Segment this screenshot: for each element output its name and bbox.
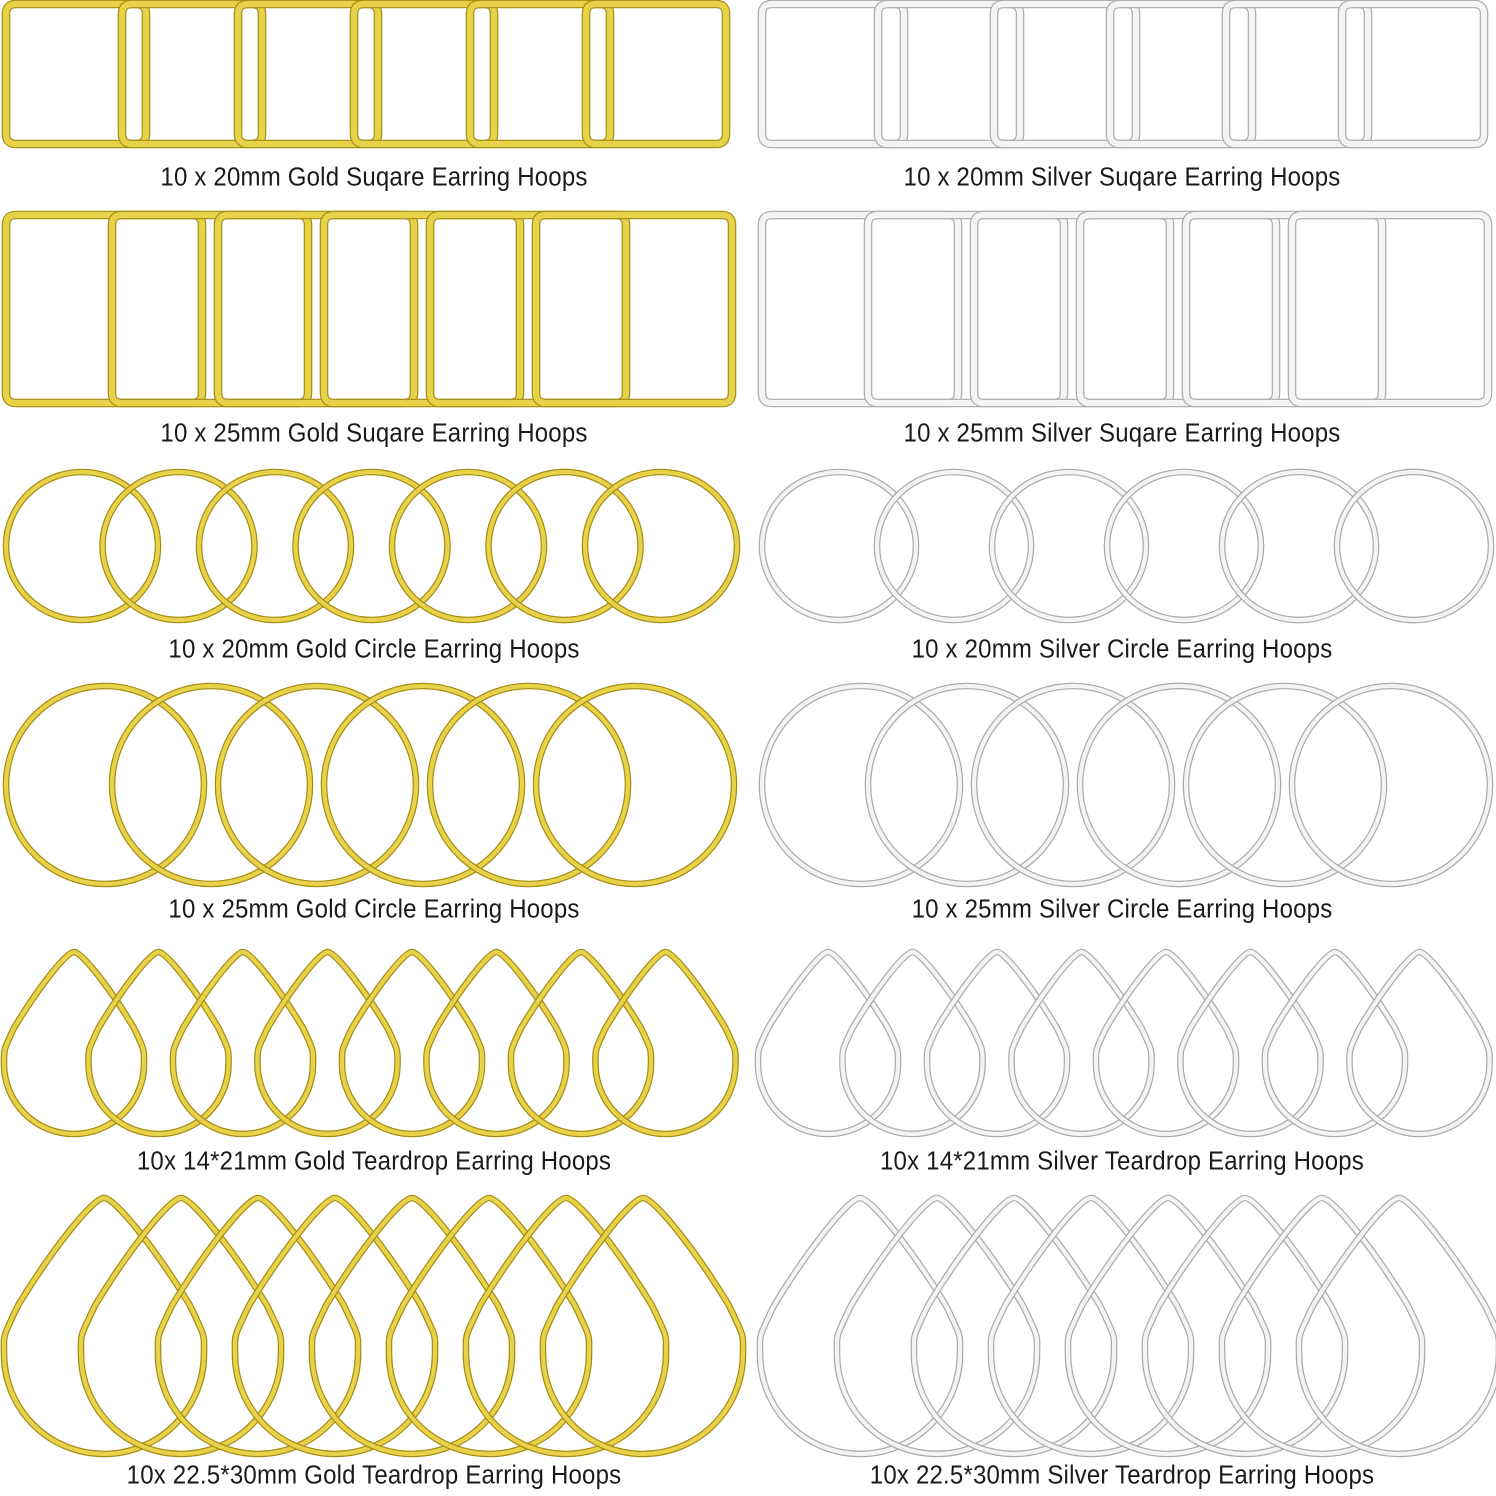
silver-rect-hoop [762, 215, 958, 403]
silver-circle-hoop [877, 472, 1031, 620]
silver-circle-hoop [1292, 686, 1490, 884]
gold-circle-hoop [199, 472, 351, 620]
silver-teardrop-hoop [1180, 952, 1320, 1134]
gold-rect-hoop [324, 215, 520, 403]
panel-caption: 10 x 25mm Silver Suqare Earring Hoops [903, 418, 1341, 449]
silver-rect-hoop [1292, 215, 1488, 403]
panel-gold-square-20 [0, 0, 748, 200]
silver-square-hoop [1110, 4, 1252, 144]
panel-caption: 10x 22.5*30mm Gold Teardrop Earring Hoops [126, 1460, 622, 1491]
silver-rect-hoop [868, 215, 1064, 403]
panel-silver-teardrop-14x21 [748, 940, 1496, 1190]
panel-caption: 10 x 25mm Gold Circle Earring Hoops [168, 894, 580, 925]
gold-teardrop-hoop [88, 952, 228, 1134]
gold-circle-hoop [6, 686, 204, 884]
silver-teardrop-hoop [842, 952, 982, 1134]
gold-circle-hoop [585, 472, 737, 620]
silver-teardrop-hoop [758, 952, 898, 1134]
silver-circle-hoop [868, 686, 1066, 884]
panel-gold-circle-20 [0, 460, 748, 670]
silver-square-hoop [1226, 4, 1368, 144]
silver-circle-hoop [1337, 472, 1491, 620]
silver-rect-hoop [974, 215, 1170, 403]
silver-circle-hoop [974, 686, 1172, 884]
gold-circle-hoop [6, 472, 158, 620]
gold-circle-hoop [218, 686, 416, 884]
panel-gold-circle-25 [0, 670, 748, 940]
gold-teardrop-hoop [4, 952, 144, 1134]
gold-circle-hoop [296, 472, 448, 620]
panel-caption: 10x 14*21mm Gold Teardrop Earring Hoops [136, 1146, 612, 1177]
gold-teardrop-hoops-illustration [0, 1190, 748, 1496]
gold-rect-hoop [6, 215, 202, 403]
gold-rect-hoop [430, 215, 626, 403]
silver-circle-hoop [1186, 686, 1384, 884]
silver-rect-hoop [1186, 215, 1382, 403]
gold-circle-hoop [488, 472, 640, 620]
silver-square-hoop [994, 4, 1136, 144]
gold-teardrop-hoop [595, 952, 735, 1134]
silver-circle-hoop [762, 472, 916, 620]
panel-gold-square-25 [0, 200, 748, 460]
silver-teardrop-hoops-illustration [748, 1190, 1496, 1496]
panel-caption: 10x 22.5*30mm Silver Teardrop Earring Hoops [869, 1460, 1375, 1491]
gold-circle-hoop [536, 686, 734, 884]
gold-circle-hoop [392, 472, 544, 620]
gold-teardrop-hoop [342, 952, 482, 1134]
gold-rect-hoop [536, 215, 732, 403]
panel-silver-teardrop-22x30 [748, 1190, 1496, 1496]
gold-teardrop-hoop [257, 952, 397, 1134]
panel-caption: 10 x 20mm Gold Suqare Earring Hoops [160, 162, 588, 193]
panel-silver-square-25 [748, 200, 1496, 460]
gold-circle-hoop [112, 686, 310, 884]
silver-teardrop-hoop [1096, 952, 1236, 1134]
panel-caption: 10 x 25mm Silver Circle Earring Hoops [911, 894, 1333, 925]
gold-teardrop-hoop [426, 952, 566, 1134]
panel-caption: 10 x 25mm Gold Suqare Earring Hoops [160, 418, 588, 449]
gold-circle-hoop [324, 686, 522, 884]
silver-circle-hoop [1080, 686, 1278, 884]
panel-caption: 10x 14*21mm Silver Teardrop Earring Hoops [880, 1146, 1364, 1177]
gold-rect-hoop [112, 215, 308, 403]
silver-teardrop-hoop [927, 952, 1067, 1134]
panel-gold-teardrop-22x30 [0, 1190, 748, 1496]
panel-caption: 10 x 20mm Silver Suqare Earring Hoops [903, 162, 1341, 193]
silver-teardrop-hoop [1349, 952, 1489, 1134]
silver-circle-hoop [1107, 472, 1261, 620]
gold-circle-hoop [103, 472, 255, 620]
silver-teardrop-hoop [1265, 952, 1405, 1134]
panel-silver-circle-25 [748, 670, 1496, 940]
gold-teardrop-hoop [173, 952, 313, 1134]
silver-circle-hoop [762, 686, 960, 884]
silver-circle-hoop [992, 472, 1146, 620]
gold-circle-hoop [430, 686, 628, 884]
panel-caption: 10 x 20mm Silver Circle Earring Hoops [911, 634, 1333, 665]
silver-square-hoop [878, 4, 1020, 144]
panel-silver-circle-20 [748, 460, 1496, 670]
silver-circle-hoop [1222, 472, 1376, 620]
panel-caption: 10 x 20mm Gold Circle Earring Hoops [168, 634, 580, 665]
silver-rect-hoop [1080, 215, 1276, 403]
panel-gold-teardrop-14x21 [0, 940, 748, 1190]
gold-teardrop-hoop [511, 952, 651, 1134]
gold-rect-hoop [218, 215, 414, 403]
silver-teardrop-hoop [1011, 952, 1151, 1134]
silver-square-hoop [762, 4, 904, 144]
silver-square-hoop [1342, 4, 1484, 144]
panel-silver-square-20 [748, 0, 1496, 200]
